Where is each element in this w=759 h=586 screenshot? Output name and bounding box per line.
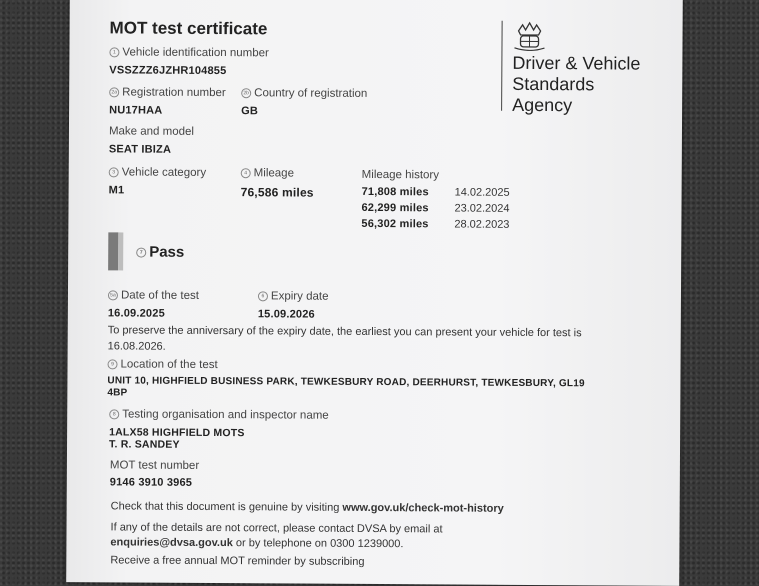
org-label xyxy=(109,408,329,421)
genuine-check-text xyxy=(111,500,504,514)
category-label-text: Vehicle category xyxy=(122,166,206,179)
vin-label-text: Vehicle identification number xyxy=(122,46,268,59)
field-number-mileage: 4 xyxy=(241,168,251,178)
field-number-test-date: 5a xyxy=(108,290,118,300)
test-number-value: 9146 3910 3965 xyxy=(110,476,192,489)
field-number-reg: 2a xyxy=(109,87,119,97)
location-label xyxy=(107,358,217,371)
agency-line-3: Agency xyxy=(512,95,572,116)
preserve-note-line-1: To preserve the anniversary of the expiry date, the earliest you can present your vehicle for test is xyxy=(108,324,582,339)
field-number-location: 9 xyxy=(108,359,118,369)
make-value: SEAT IBIZA xyxy=(109,143,171,155)
history-miles-1: 71,808 miles xyxy=(362,186,429,198)
category-value: M1 xyxy=(109,184,125,196)
field-number-result: 7 xyxy=(136,248,146,258)
category-label xyxy=(109,166,206,179)
field-number-country: 2b xyxy=(241,88,251,98)
history-date-1: 14.02.2025 xyxy=(455,186,510,198)
reg-label xyxy=(109,86,226,99)
expiry-label-text: Expiry date xyxy=(271,290,329,302)
test-date-label-text: Date of the test xyxy=(121,289,199,301)
mileage-history-label: Mileage history xyxy=(362,169,439,181)
org-label-text: Testing organisation and inspector name xyxy=(122,408,329,421)
history-date-3: 28.02.2023 xyxy=(454,218,509,230)
field-number-category: 3 xyxy=(109,167,119,177)
field-number-org: 8 xyxy=(109,409,119,419)
history-date-2: 23.02.2024 xyxy=(454,202,509,214)
dvsa-email-link[interactable]: enquiries@dvsa.gov.uk xyxy=(110,536,232,549)
vin-label xyxy=(109,46,268,59)
contact-line-2 xyxy=(110,536,403,550)
vin-value: VSSZZZ6JZHR104855 xyxy=(109,64,226,77)
test-result xyxy=(136,244,184,261)
history-miles-3: 56,302 miles xyxy=(361,218,428,230)
test-date-value: 16.09.2025 xyxy=(108,307,165,319)
contact-phone-text: or by telephone on 0300 1239000. xyxy=(233,537,404,550)
country-label-text: Country of registration xyxy=(254,87,367,100)
test-date-label xyxy=(108,289,199,302)
mot-certificate-paper xyxy=(66,0,683,586)
reminder-text: Receive a free annual MOT reminder by subscribing xyxy=(110,554,364,568)
test-number-label: MOT test number xyxy=(110,459,199,472)
expiry-value: 15.09.2026 xyxy=(258,308,315,320)
country-label xyxy=(241,87,367,100)
make-label: Make and model xyxy=(109,125,194,138)
genuine-check-prefix: Check that this document is genuine by visiting xyxy=(111,500,343,513)
certificate-title: MOT test certificate xyxy=(110,18,268,39)
org-line-1: 1ALX58 HIGHFIELD MOTS xyxy=(109,426,245,439)
org-line-2: T. R. SANDEY xyxy=(109,438,180,450)
result-bar xyxy=(108,232,118,270)
check-mot-link[interactable]: www.gov.uk/check-mot-history xyxy=(342,502,503,515)
contact-line-1: If any of the details are not correct, please contact DVSA by email at xyxy=(111,521,443,535)
preserve-note-line-2: 16.08.2026. xyxy=(108,340,166,352)
country-value: GB xyxy=(241,105,258,117)
agency-line-2: Standards xyxy=(512,74,594,96)
reg-value: NU17HAA xyxy=(109,104,162,116)
agency-line-1: Driver & Vehicle xyxy=(512,53,640,75)
expiry-label xyxy=(258,290,329,302)
crown-crest-icon xyxy=(512,21,546,56)
field-number-vin: 1 xyxy=(109,47,119,57)
history-miles-2: 62,299 miles xyxy=(361,202,428,214)
test-result-text: Pass xyxy=(149,244,184,261)
mileage-value: 76,586 miles xyxy=(241,185,314,199)
location-line-2: 4BP xyxy=(107,387,127,398)
location-label-text: Location of the test xyxy=(120,358,217,371)
location-line-1: UNIT 10, HIGHFIELD BUSINESS PARK, TEWKESBURY ROAD, DEERHURST, TEWKESBURY, GL19 xyxy=(107,375,584,389)
mileage-label-text: Mileage xyxy=(254,167,294,179)
header-divider xyxy=(501,21,503,111)
field-number-expiry: 6 xyxy=(258,291,268,301)
reg-label-text: Registration number xyxy=(122,86,226,99)
mileage-label xyxy=(241,167,294,179)
